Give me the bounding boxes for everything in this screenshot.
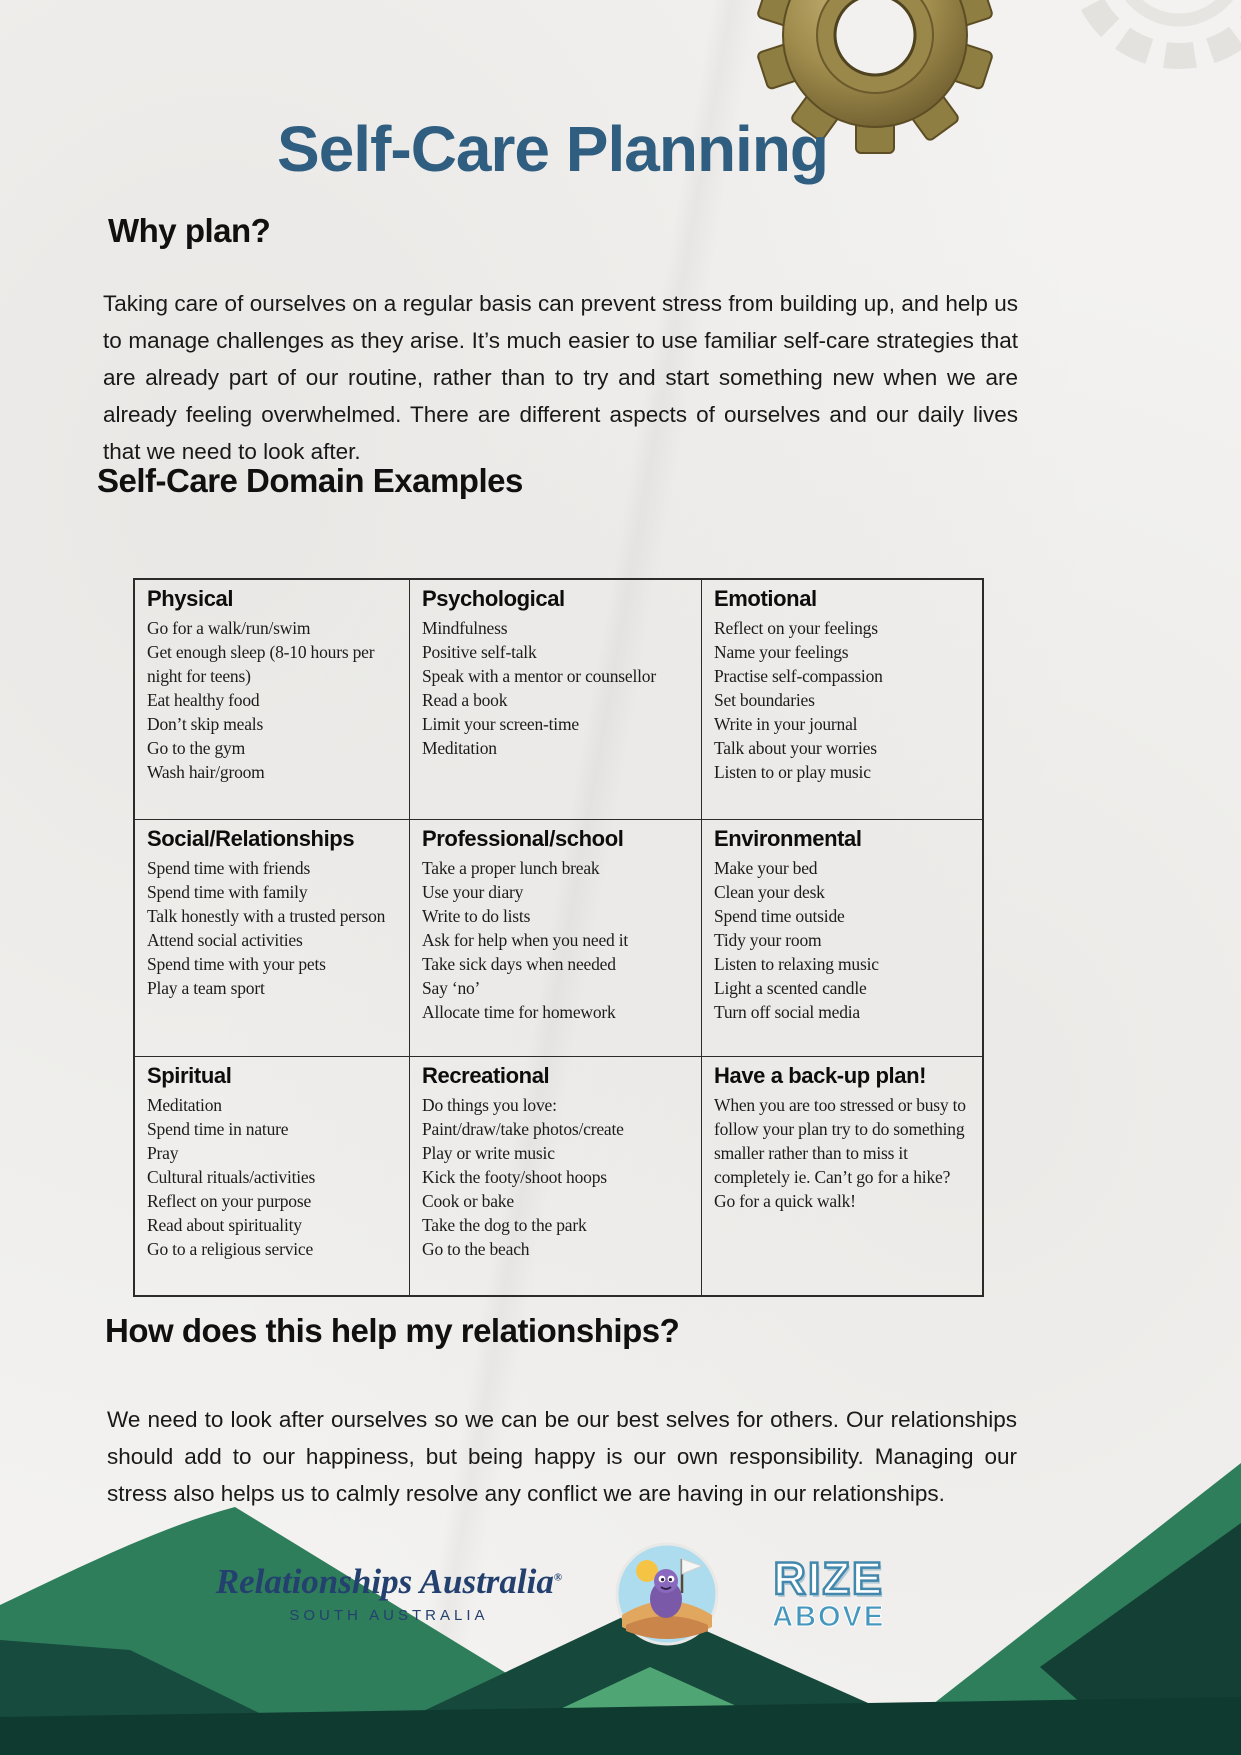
domain-item: Practise self-compassion — [714, 665, 883, 686]
domain-item: Play a team sport — [147, 977, 265, 998]
domain-item: Paint/draw/take photos/create — [422, 1118, 624, 1139]
domain-item: Spend time in nature — [147, 1118, 289, 1139]
domain-item: Kick the footy/shoot hoops — [422, 1166, 607, 1187]
domain-cell-physical — [135, 580, 410, 820]
domain-title: Recreational — [422, 1063, 550, 1088]
domain-item: Speak with a mentor or counsellor — [422, 665, 656, 686]
domain-item: Reflect on your purpose — [147, 1190, 312, 1211]
domain-item: Cultural rituals/activities — [147, 1166, 316, 1187]
domain-item: Go to a religious service — [147, 1238, 314, 1259]
domain-item: Spend time with family — [147, 881, 308, 902]
domain-title: Professional/school — [422, 826, 624, 851]
domain-item: When you are too stressed or busy to follow your plan try to do something smaller rather than to miss it completely ie. Can’t go for a hike? Go for a quick walk! — [714, 1094, 966, 1211]
domain-item: Listen to or play music — [714, 761, 871, 782]
footer-logo-row — [0, 1541, 1171, 1647]
domain-title: Social/Relationships — [147, 826, 355, 851]
domain-item: Write to do lists — [422, 905, 531, 926]
domain-title: Have a back-up plan! — [714, 1063, 927, 1088]
page-title: Self-Care Planning — [277, 113, 828, 185]
domain-item: Wash hair/groom — [147, 761, 265, 782]
domain-cell-recreational — [410, 1057, 702, 1295]
above-text: ABOVE — [772, 1601, 886, 1633]
domain-cell-backup-plan — [702, 1057, 982, 1295]
domain-cell-psychological — [410, 580, 702, 820]
domain-title: Environmental — [714, 826, 862, 851]
rize-above-wordmark — [772, 1553, 886, 1633]
domain-item: Positive self-talk — [422, 641, 537, 662]
domain-title: Psychological — [422, 586, 565, 611]
domain-title: Emotional — [714, 586, 817, 611]
relationships-heading: How does this help my relationships? — [105, 1312, 680, 1349]
relationships-australia-wordmark: Relationships Australia® — [215, 1562, 563, 1602]
domain-item: Cook or bake — [422, 1190, 514, 1211]
domain-item: Don’t skip meals — [147, 713, 264, 734]
domain-item: Reflect on your feelings — [714, 617, 878, 638]
domain-title: Physical — [147, 586, 234, 611]
why-plan-paragraph: Taking care of ourselves on a regular basis can prevent stress from building up, and help us to manage challenges as they arise. It’s much easier to use familiar self-care strategies that are already part of our routine, rather than to try and start something new when we are already feeling overwhelmed. There are different aspects of ourselves and our daily lives that we need to look after. — [103, 290, 1018, 464]
domain-item: Pray — [147, 1142, 179, 1163]
relationships-australia-logo — [216, 1564, 562, 1624]
relationships-paragraph: We need to look after ourselves so we can be our best selves for others. Our relationships should add to our happiness, but being happy is our own responsibility. Managing our stress also helps us to calmly resolve any conflict we are having in our relationships. — [107, 1406, 1017, 1506]
rize-above-mascot-logo — [614, 1541, 720, 1647]
domain-item: Ask for help when you need it — [422, 929, 629, 950]
domain-item: Mindfulness — [422, 617, 508, 638]
domain-item: Set boundaries — [714, 689, 815, 710]
domain-cell-social-relationships — [135, 820, 410, 1057]
domain-item: Attend social activities — [147, 929, 303, 950]
domain-item: Take a proper lunch break — [422, 857, 600, 878]
domain-item: Light a scented candle — [714, 977, 867, 998]
domain-item: Talk about your worries — [714, 737, 877, 758]
domain-item: Meditation — [422, 737, 497, 758]
domain-item: Say ‘no’ — [422, 977, 481, 998]
rize-text: RIZE — [773, 1553, 884, 1604]
domain-cell-spiritual — [135, 1057, 410, 1295]
domain-item: Turn off social media — [714, 1001, 860, 1022]
domain-item: Use your diary — [422, 881, 524, 902]
domain-item: Get enough sleep (8-10 hours per night for teens) — [147, 641, 375, 686]
domain-cell-professional-school — [410, 820, 702, 1057]
domain-item: Meditation — [147, 1094, 222, 1115]
domain-item: Eat healthy food — [147, 689, 260, 710]
domain-cell-emotional — [702, 580, 982, 820]
domain-item: Go for a walk/run/swim — [147, 617, 311, 638]
domain-item: Spend time with your pets — [147, 953, 326, 974]
domain-item: Talk honestly with a trusted person — [147, 905, 386, 926]
domain-item: Play or write music — [422, 1142, 555, 1163]
domain-item: Spend time outside — [714, 905, 845, 926]
domain-item: Spend time with friends — [147, 857, 311, 878]
domain-item: Limit your screen-time — [422, 713, 579, 734]
domain-item: Clean your desk — [714, 881, 825, 902]
domain-item: Do things you love: — [422, 1094, 557, 1115]
domain-item: Tidy your room — [714, 929, 822, 950]
domain-cell-environmental — [702, 820, 982, 1057]
domain-item: Allocate time for homework — [422, 1001, 616, 1022]
registered-mark: ® — [553, 1571, 563, 1584]
south-australia-label: SOUTH AUSTRALIA — [289, 1606, 489, 1624]
domain-item: Listen to relaxing music — [714, 953, 879, 974]
self-care-domains-table — [133, 578, 984, 1297]
domain-item: Write in your journal — [714, 713, 858, 734]
domain-item: Take the dog to the park — [422, 1214, 587, 1235]
domain-examples-heading: Self-Care Domain Examples — [97, 462, 523, 499]
domain-item: Take sick days when needed — [422, 953, 616, 974]
domain-item: Go to the beach — [422, 1238, 530, 1259]
domain-item: Make your bed — [714, 857, 818, 878]
domain-title: Spiritual — [147, 1063, 232, 1088]
why-plan-heading: Why plan? — [108, 212, 271, 249]
domain-item: Read about spirituality — [147, 1214, 302, 1235]
domain-item: Read a book — [422, 689, 508, 710]
domain-item: Name your feelings — [714, 641, 849, 662]
domain-item: Go to the gym — [147, 737, 246, 758]
